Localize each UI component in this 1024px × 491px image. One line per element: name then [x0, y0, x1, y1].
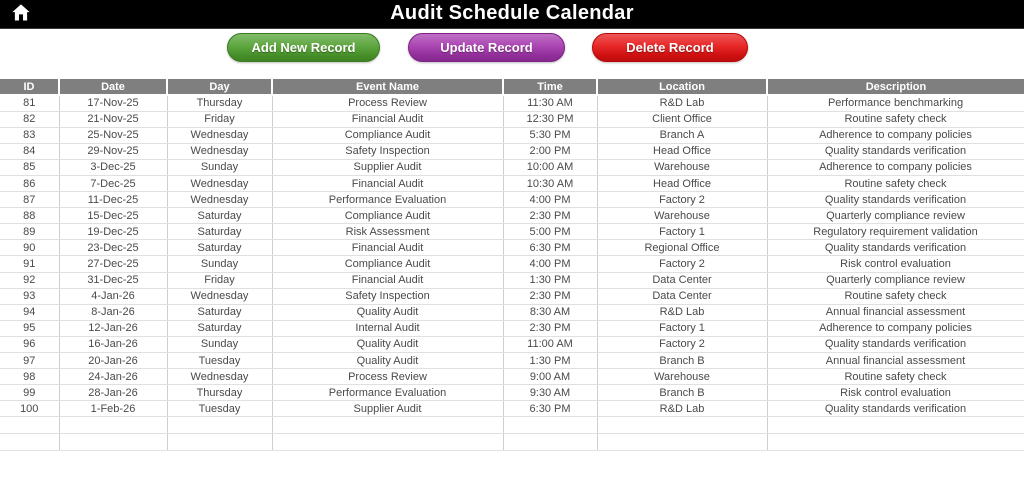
cell[interactable]: 10:30 AM [503, 175, 597, 191]
cell[interactable]: 11:00 AM [503, 336, 597, 352]
cell[interactable]: Saturday [167, 320, 272, 336]
cell[interactable]: Financial Audit [272, 175, 503, 191]
cell[interactable]: Performance benchmarking [767, 95, 1024, 111]
cell[interactable] [0, 434, 59, 451]
cell[interactable]: Risk control evaluation [767, 385, 1024, 401]
cell[interactable]: 11-Dec-25 [59, 192, 167, 208]
cell[interactable]: R&D Lab [597, 304, 767, 320]
cell[interactable]: 2:30 PM [503, 288, 597, 304]
cell[interactable]: Adherence to company policies [767, 320, 1024, 336]
cell[interactable]: 2:30 PM [503, 208, 597, 224]
cell[interactable]: Safety Inspection [272, 288, 503, 304]
cell[interactable]: 10:00 AM [503, 159, 597, 175]
table-row [0, 256, 1024, 272]
cell[interactable]: Sunday [167, 256, 272, 272]
cell[interactable]: 85 [0, 159, 59, 175]
cell[interactable]: 28-Jan-26 [59, 385, 167, 401]
cell[interactable]: 21-Nov-25 [59, 111, 167, 127]
cell[interactable]: 82 [0, 111, 59, 127]
empty-row [0, 417, 1024, 434]
cell[interactable]: 92 [0, 272, 59, 288]
cell[interactable]: 88 [0, 208, 59, 224]
audit-schedule-table [0, 79, 1024, 451]
cell[interactable]: Supplier Audit [272, 401, 503, 417]
cell[interactable]: 8:30 AM [503, 304, 597, 320]
cell[interactable]: 3-Dec-25 [59, 159, 167, 175]
cell[interactable]: 17-Nov-25 [59, 95, 167, 111]
cell[interactable]: Quality Audit [272, 304, 503, 320]
cell[interactable]: Friday [167, 272, 272, 288]
cell[interactable] [167, 417, 272, 434]
cell[interactable]: Friday [167, 111, 272, 127]
table-row [0, 159, 1024, 175]
cell[interactable]: Performance Evaluation [272, 385, 503, 401]
cell[interactable]: Financial Audit [272, 240, 503, 256]
cell[interactable] [59, 434, 167, 451]
cell[interactable]: 29-Nov-25 [59, 143, 167, 159]
cell[interactable]: Factory 2 [597, 256, 767, 272]
cell[interactable]: 5:30 PM [503, 127, 597, 143]
table-row [0, 272, 1024, 288]
cell[interactable]: Branch A [597, 127, 767, 143]
cell[interactable]: 8-Jan-26 [59, 304, 167, 320]
cell[interactable]: Data Center [597, 288, 767, 304]
table-row [0, 95, 1024, 111]
table-header-row [0, 79, 1024, 95]
cell[interactable]: Wednesday [167, 175, 272, 191]
cell[interactable]: 12:30 PM [503, 111, 597, 127]
cell[interactable]: Data Center [597, 272, 767, 288]
cell[interactable]: Regulatory requirement validation [767, 224, 1024, 240]
cell[interactable]: Quality standards verification [767, 143, 1024, 159]
cell[interactable]: Annual financial assessment [767, 304, 1024, 320]
cell[interactable]: 11:30 AM [503, 95, 597, 111]
cell[interactable]: Branch B [597, 353, 767, 369]
cell[interactable]: 91 [0, 256, 59, 272]
cell[interactable]: Sunday [167, 159, 272, 175]
table-row [0, 240, 1024, 256]
table-row [0, 143, 1024, 159]
cell[interactable]: 90 [0, 240, 59, 256]
cell[interactable]: Quality standards verification [767, 401, 1024, 417]
cell[interactable]: 1:30 PM [503, 353, 597, 369]
table-row [0, 127, 1024, 143]
table-row [0, 288, 1024, 304]
cell[interactable]: Client Office [597, 111, 767, 127]
toolbar [0, 29, 1024, 79]
title-bar [0, 0, 1024, 29]
cell[interactable]: Wednesday [167, 369, 272, 385]
cell[interactable]: 7-Dec-25 [59, 175, 167, 191]
cell[interactable]: 31-Dec-25 [59, 272, 167, 288]
cell[interactable]: 83 [0, 127, 59, 143]
cell[interactable]: 84 [0, 143, 59, 159]
cell[interactable]: Process Review [272, 95, 503, 111]
cell[interactable]: Financial Audit [272, 272, 503, 288]
cell[interactable]: R&D Lab [597, 95, 767, 111]
cell[interactable]: Saturday [167, 208, 272, 224]
cell[interactable]: Adherence to company policies [767, 159, 1024, 175]
cell[interactable]: Wednesday [167, 192, 272, 208]
cell[interactable]: Routine safety check [767, 175, 1024, 191]
cell[interactable]: Quality Audit [272, 336, 503, 352]
cell[interactable]: Quarterly compliance review [767, 272, 1024, 288]
cell[interactable]: Saturday [167, 224, 272, 240]
table-body [0, 95, 1024, 451]
cell[interactable]: 24-Jan-26 [59, 369, 167, 385]
cell[interactable]: Performance Evaluation [272, 192, 503, 208]
cell[interactable] [0, 417, 59, 434]
cell[interactable]: Tuesday [167, 401, 272, 417]
cell[interactable]: 6:30 PM [503, 401, 597, 417]
empty-row [0, 434, 1024, 451]
table-row [0, 336, 1024, 352]
cell[interactable]: Internal Audit [272, 320, 503, 336]
update-record-button[interactable]: Update Record [408, 33, 565, 62]
cell[interactable]: 4-Jan-26 [59, 288, 167, 304]
cell[interactable]: Safety Inspection [272, 143, 503, 159]
cell[interactable]: 25-Nov-25 [59, 127, 167, 143]
table-row [0, 369, 1024, 385]
cell[interactable]: 94 [0, 304, 59, 320]
cell[interactable]: 95 [0, 320, 59, 336]
cell[interactable]: Head Office [597, 175, 767, 191]
cell[interactable]: 4:00 PM [503, 256, 597, 272]
column-header: Description [767, 79, 1024, 95]
column-header: Event Name [272, 79, 503, 95]
cell[interactable]: 5:00 PM [503, 224, 597, 240]
add-new-record-button[interactable]: Add New Record [227, 33, 380, 62]
cell[interactable] [272, 434, 503, 451]
cell[interactable]: 96 [0, 336, 59, 352]
column-header: Location [597, 79, 767, 95]
table-row [0, 353, 1024, 369]
cell[interactable]: Annual financial assessment [767, 353, 1024, 369]
cell[interactable]: 99 [0, 385, 59, 401]
cell[interactable]: Thursday [167, 95, 272, 111]
cell[interactable]: 93 [0, 288, 59, 304]
cell[interactable]: Process Review [272, 369, 503, 385]
cell[interactable]: Adherence to company policies [767, 127, 1024, 143]
cell[interactable]: Factory 2 [597, 336, 767, 352]
cell[interactable]: 27-Dec-25 [59, 256, 167, 272]
cell[interactable]: Factory 2 [597, 192, 767, 208]
cell[interactable]: Quality standards verification [767, 240, 1024, 256]
cell[interactable]: Saturday [167, 240, 272, 256]
delete-record-button[interactable]: Delete Record [592, 33, 748, 62]
table-row [0, 111, 1024, 127]
cell[interactable]: 19-Dec-25 [59, 224, 167, 240]
cell[interactable]: 87 [0, 192, 59, 208]
cell[interactable]: 2:00 PM [503, 143, 597, 159]
cell[interactable]: Compliance Audit [272, 208, 503, 224]
table-row [0, 224, 1024, 240]
table-row [0, 208, 1024, 224]
column-header: Day [167, 79, 272, 95]
cell[interactable] [767, 417, 1024, 434]
cell[interactable]: Risk control evaluation [767, 256, 1024, 272]
cell[interactable]: 23-Dec-25 [59, 240, 167, 256]
cell[interactable]: 2:30 PM [503, 320, 597, 336]
page-title: Audit Schedule Calendar [390, 2, 634, 24]
cell[interactable]: R&D Lab [597, 401, 767, 417]
cell[interactable]: Wednesday [167, 143, 272, 159]
table-row [0, 401, 1024, 417]
cell[interactable]: Sunday [167, 336, 272, 352]
column-header: Time [503, 79, 597, 95]
cell[interactable]: 20-Jan-26 [59, 353, 167, 369]
cell[interactable]: Wednesday [167, 127, 272, 143]
cell[interactable] [597, 434, 767, 451]
cell[interactable] [503, 434, 597, 451]
table-row [0, 320, 1024, 336]
cell[interactable]: Wednesday [167, 288, 272, 304]
cell[interactable] [767, 434, 1024, 451]
cell[interactable]: 1:30 PM [503, 272, 597, 288]
cell[interactable]: 1-Feb-26 [59, 401, 167, 417]
cell[interactable]: Factory 1 [597, 224, 767, 240]
cell[interactable]: Routine safety check [767, 369, 1024, 385]
cell[interactable] [597, 417, 767, 434]
cell[interactable]: Warehouse [597, 208, 767, 224]
column-header: Date [59, 79, 167, 95]
cell[interactable]: Compliance Audit [272, 256, 503, 272]
table-row [0, 385, 1024, 401]
cell[interactable]: 16-Jan-26 [59, 336, 167, 352]
cell[interactable]: 100 [0, 401, 59, 417]
cell[interactable]: 98 [0, 369, 59, 385]
cell[interactable] [59, 417, 167, 434]
table-row [0, 192, 1024, 208]
cell[interactable]: Supplier Audit [272, 159, 503, 175]
cell[interactable]: 9:00 AM [503, 369, 597, 385]
cell[interactable]: Warehouse [597, 159, 767, 175]
cell[interactable]: Factory 1 [597, 320, 767, 336]
cell[interactable]: Warehouse [597, 369, 767, 385]
cell[interactable]: Quarterly compliance review [767, 208, 1024, 224]
cell[interactable]: Quality standards verification [767, 192, 1024, 208]
cell[interactable]: 12-Jan-26 [59, 320, 167, 336]
table-row [0, 304, 1024, 320]
cell[interactable] [272, 417, 503, 434]
cell[interactable] [503, 417, 597, 434]
cell[interactable]: 86 [0, 175, 59, 191]
cell[interactable]: 6:30 PM [503, 240, 597, 256]
cell[interactable]: 81 [0, 95, 59, 111]
cell[interactable]: Quality Audit [272, 353, 503, 369]
cell[interactable]: Head Office [597, 143, 767, 159]
cell[interactable] [167, 434, 272, 451]
cell[interactable]: 89 [0, 224, 59, 240]
cell[interactable]: Regional Office [597, 240, 767, 256]
cell[interactable]: Branch B [597, 385, 767, 401]
cell[interactable]: 97 [0, 353, 59, 369]
table-row [0, 175, 1024, 191]
cell[interactable]: Routine safety check [767, 111, 1024, 127]
cell[interactable]: Saturday [167, 304, 272, 320]
cell[interactable]: 9:30 AM [503, 385, 597, 401]
cell[interactable]: Routine safety check [767, 288, 1024, 304]
cell[interactable]: Compliance Audit [272, 127, 503, 143]
cell[interactable]: Thursday [167, 385, 272, 401]
cell[interactable]: Tuesday [167, 353, 272, 369]
cell[interactable]: 4:00 PM [503, 192, 597, 208]
cell[interactable]: 15-Dec-25 [59, 208, 167, 224]
cell[interactable]: Risk Assessment [272, 224, 503, 240]
cell[interactable]: Quality standards verification [767, 336, 1024, 352]
cell[interactable]: Financial Audit [272, 111, 503, 127]
column-header: ID [0, 79, 59, 95]
